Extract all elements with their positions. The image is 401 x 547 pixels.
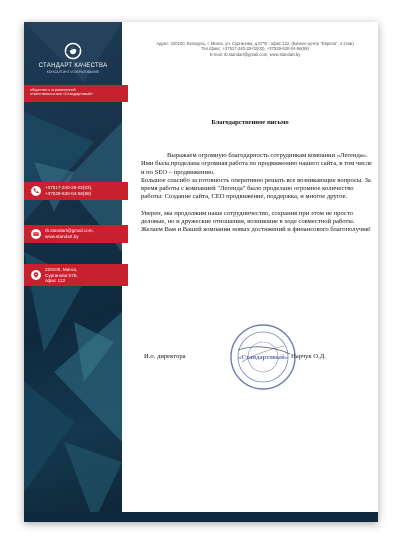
logo xyxy=(24,42,122,74)
address-line-1: 220100, Минск, xyxy=(45,267,78,272)
mail-icon xyxy=(31,229,41,239)
location-pin-icon xyxy=(31,270,41,280)
letter-body xyxy=(141,152,373,235)
logo-tagline: КОНСАЛТИНГ И ОБРАЗОВАНИЕ xyxy=(46,70,100,74)
logo-name: СТАНДАРТ КАЧЕСТВА xyxy=(38,63,108,69)
paragraph-3: Уверен, мы продолжим наше сотрудничество, сохранив при этом не просто деловые, но и дружеские отношения, возникшие в ходе совместной работы. xyxy=(141,209,355,226)
contact-address xyxy=(24,264,128,286)
phone-line-1: +37517-240-28-02(03), xyxy=(45,185,93,190)
header-phones: Тел./факс: +37517-240-28-02(03), +37529-630-04-56(69) xyxy=(201,46,309,52)
phone-line-2: +37529-630-04-56(69) xyxy=(45,190,92,196)
logo-icon xyxy=(64,42,82,60)
company-band xyxy=(24,85,128,102)
contact-phone xyxy=(24,182,128,200)
phone-icon xyxy=(31,186,41,196)
letter-title: Благодарственное письмо xyxy=(211,119,289,126)
company-stamp xyxy=(228,322,298,392)
header-email: E-mail: rb.standart@gmail.com, www.standart.by xyxy=(209,51,301,57)
letter-page xyxy=(24,22,378,522)
address-line-3: офис 122 xyxy=(45,278,66,284)
paragraph-1: Выражаем огромную благодарность сотрудникам компании «Легенда». Ими была проделана огромная работа по продвижению нашего сайта, в том числе и по SEO – продвижению. xyxy=(141,152,372,176)
email-text: rb.standart@gmail.com, xyxy=(45,228,94,233)
footer-bar xyxy=(24,512,378,522)
header-address: Адрес: 220100, Беларусь, г. Минск, ул. Сурганова, д.57“Б”, офис 122, (Бизнес-центр “Европа”, 4 этаж) xyxy=(156,41,354,46)
paragraph-4: Желаем Вам и Вашей компании новых достижений и финансового благополучия! xyxy=(141,226,371,234)
letterhead-header xyxy=(122,22,378,72)
address-line-2: Сурганова 57Б, xyxy=(45,272,78,278)
paragraph-2: Большое спасибо за готовность оперативно решать все возникающие вопросы. За время работы с компанией "Легенда" было проделано огромное количество работы: Создание сайта, СЕО продвижение, поддержка, и многое другое. xyxy=(141,176,371,201)
signer-role: И.о. директора xyxy=(144,353,186,360)
contact-email xyxy=(24,225,128,243)
company-line-1: общество с ограниченной xyxy=(30,88,76,92)
signer-name: Нарчук О.Д. xyxy=(291,353,326,360)
stamp-text: «Стандартовый» xyxy=(238,354,288,361)
company-line-2: ответственностью «Стандартовый» xyxy=(30,92,93,97)
website-text: www.standart.by xyxy=(45,233,79,239)
